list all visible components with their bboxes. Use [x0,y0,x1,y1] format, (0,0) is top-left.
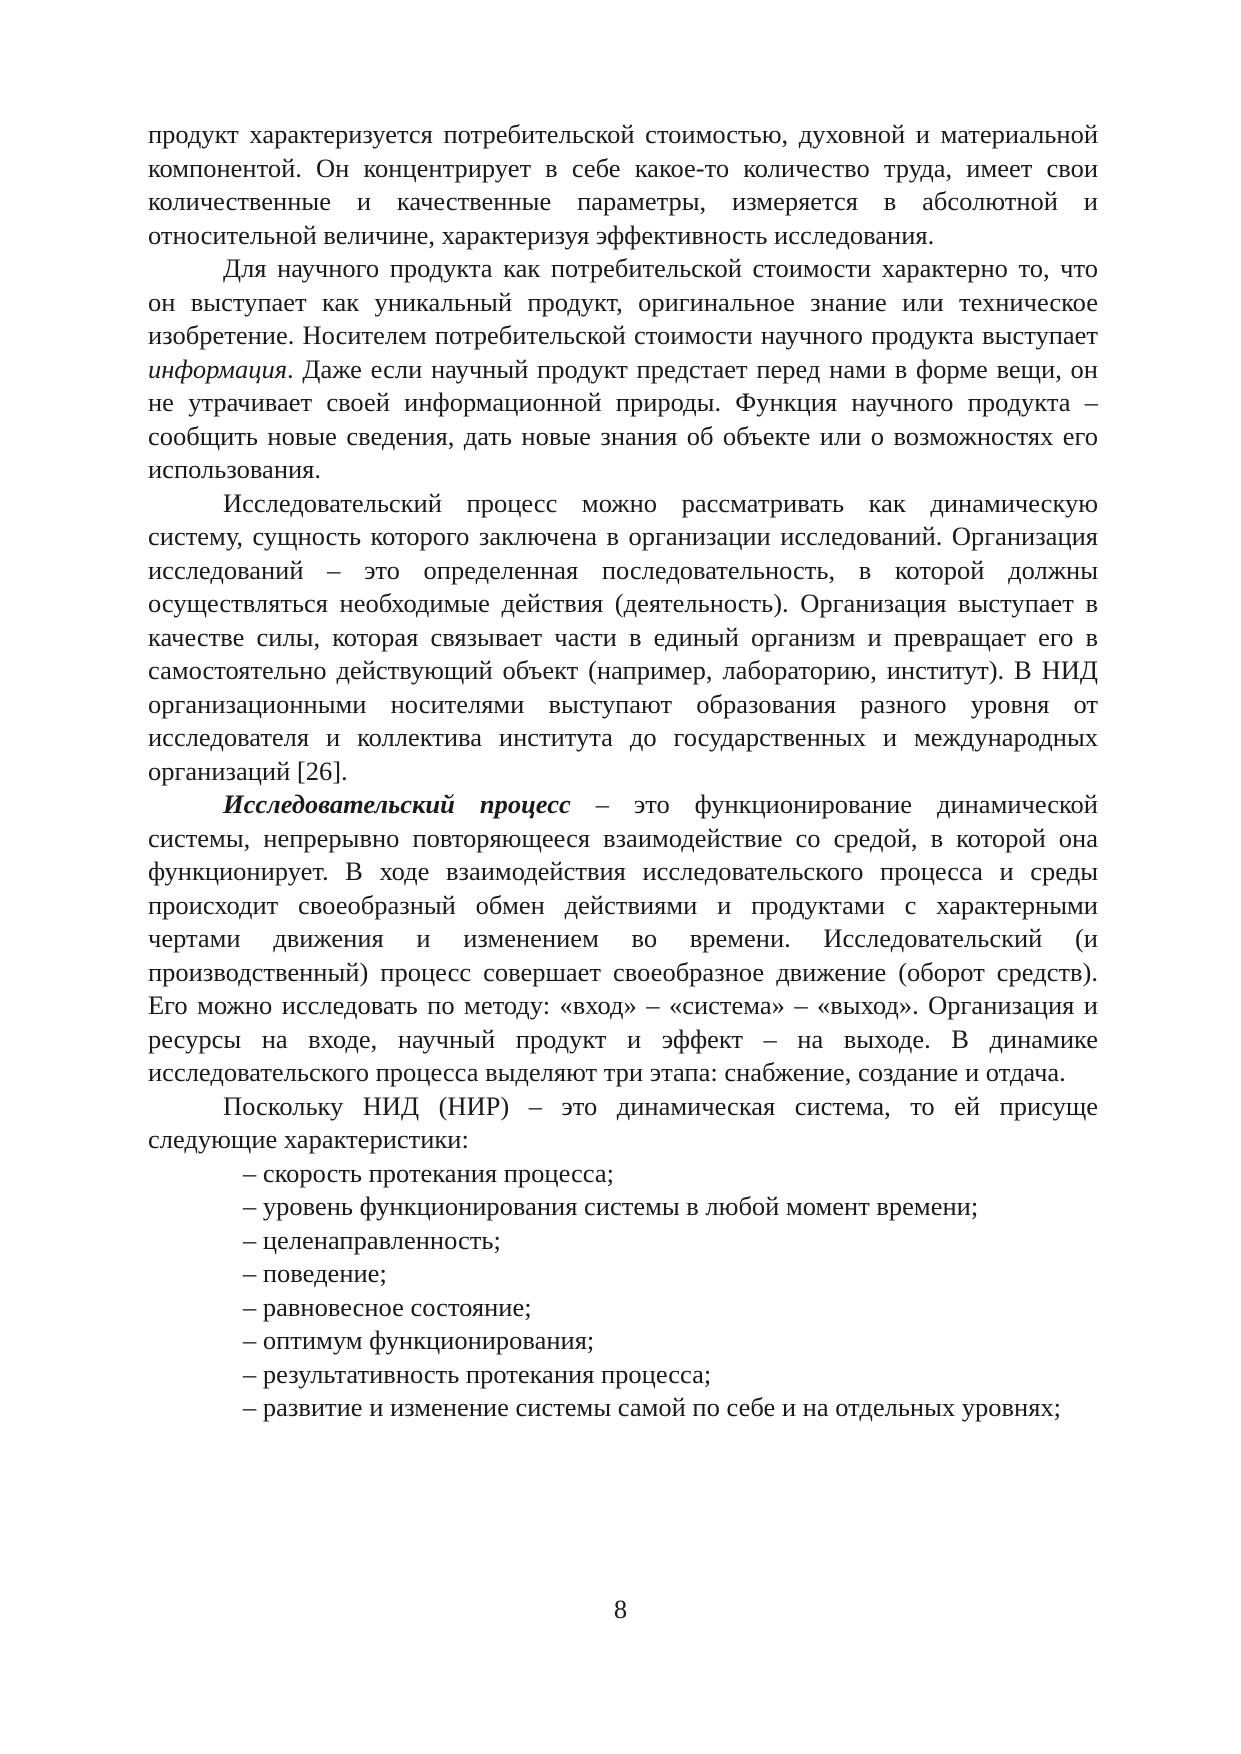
list-item: – уровень функционирования системы в любой момент времени; [243,1191,979,1221]
list-item: – поведение; [243,1258,387,1288]
list-item: – скорость протекания процесса; [243,1157,614,1188]
list-item: – результативность протекания процесса; [243,1358,712,1389]
paragraph-scientific-product [148,252,1098,487]
list-item: – целенаправленность; [243,1224,501,1255]
body-text [148,118,1098,1425]
paragraph-definition [148,788,1098,1090]
list-item: – развитие и изменение системы самой по себе и на отдельных уровнях; [243,1392,1062,1422]
paragraph-text: Для научного продукта как потребительской стоимости характерно то, что он выступает как уникальный продукт, оригинальное знание или техническое изобретение. Носителем потребительской стоимости научного продукта выступает [148,253,1098,350]
paragraph-characteristics-intro: Поскольку НИД (НИР) – это динамическая система, то ей присуще следующие характеристики: [148,1090,1098,1154]
emphasized-term: информация [148,353,288,384]
page-number: 8 [613,1594,628,1624]
paragraph-continuation: продукт характеризуется потребительской стоимостью, духовной и материальной компонентой. Он концентрирует в себе какое-то количество труда, имеет свои количественные и качественные параметры, измеряется в абсолютной и относительной величине, характеризуя эффективность исследования. [148,119,1098,250]
paragraph-text: . Даже если научный продукт предстает перед нами в форме вещи, он не утрачивает своей информационной природы. Функция научного продукта – сообщить новые сведения, дать новые знания об объекте или о возможностях его использования. [148,353,1098,484]
paragraph-text: – это функционирование динамической системы, непрерывно повторяющееся взаимодействие со средой, в которой она функционирует. В ходе взаимодействия исследовательского процесса и среды происходит своеобразный обмен действиями и продуктами с характерными чертами движения и изменением во времени. Исследовательский (и производственный) процесс совершает своеобразное движение (оборот средств). Его можно исследовать по методу: «вход» – «система» – «выход». Организация и ресурсы на входе, научный продукт и эффект – на выходе. В динамике исследовательского процесса выделяют три этапа: снабжение, создание и отдача. [148,789,1098,1087]
list-item: – оптимум функционирования; [243,1325,595,1355]
list-item: – равновесное состояние; [243,1291,532,1322]
paragraph-research-process: Исследовательский процесс можно рассматривать как динамическую систему, сущность которого заключена в организации исследований. Организация исследований – это определенная последовательность, в которой должны осуществляться необходимые действия (деятельность). Организация выступает в качестве силы, которая связывает части в единый организм и превращает его в самостоятельно действующий объект (например, лабораторию, институт). В НИД организационными носителями выступают образования разного уровня от исследователя и коллектива института до государственных и международных организаций [26]. [148,487,1098,786]
defined-term: Исследовательский процесс [223,789,571,819]
